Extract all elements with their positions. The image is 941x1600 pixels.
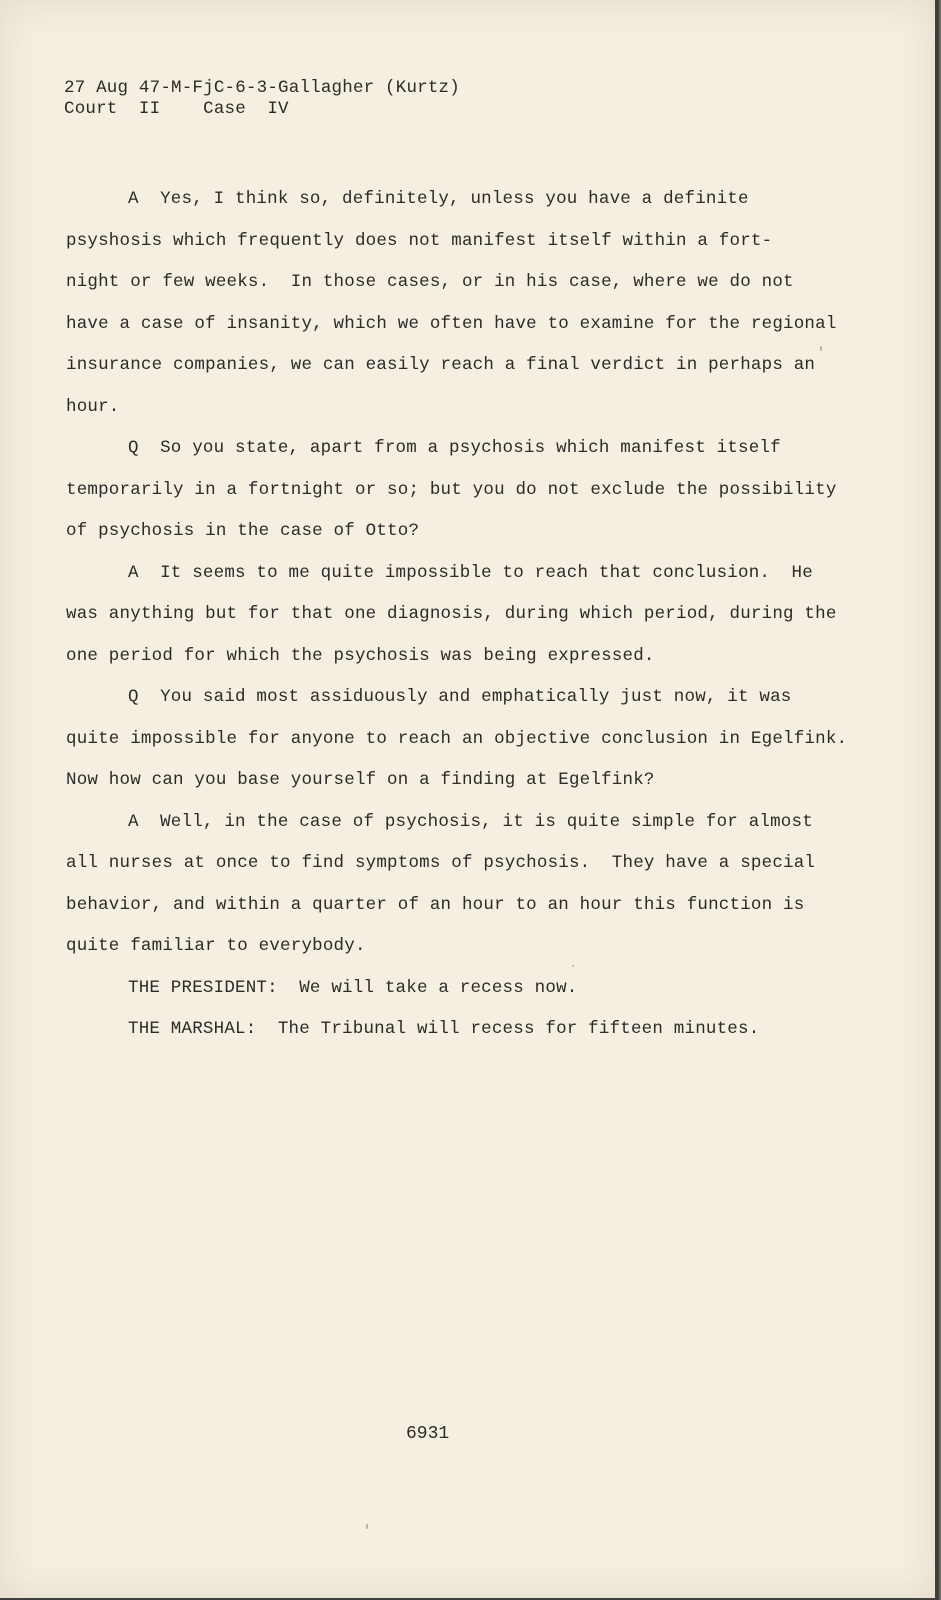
testimony-paragraph bbox=[66, 802, 846, 968]
transcript-body bbox=[66, 179, 846, 1051]
transcript-header bbox=[64, 78, 460, 120]
testimony-paragraph bbox=[66, 677, 846, 802]
text-line: one period for which the psychosis was being expressed. bbox=[66, 645, 655, 666]
text-line: quite familiar to everybody. bbox=[66, 936, 366, 956]
testimony-paragraph bbox=[66, 428, 846, 553]
text-line: Now how can you base yourself on a finding at Egelfink? bbox=[66, 770, 655, 790]
text-line: night or few weeks. In those cases, or in his case, where we do not bbox=[66, 272, 794, 292]
text-line: A Well, in the case of psychosis, it is quite simple for almost bbox=[128, 811, 813, 832]
text-line: Q So you state, apart from a psychosis which manifest itself bbox=[128, 438, 781, 458]
paper-speck bbox=[572, 965, 574, 967]
text-line: Q You said most assiduously and emphatically just now, it was bbox=[128, 687, 792, 707]
text-line: A It seems to me quite impossible to reach that conclusion. He bbox=[128, 562, 813, 583]
text-line: insurance companies, we can easily reach a final verdict in perhaps an bbox=[66, 355, 816, 375]
header-date-line: 27 Aug 47-M-FjC-6-3-Gallagher (Kurtz) bbox=[64, 78, 460, 98]
header-court-line: Court II Case IV bbox=[64, 99, 289, 119]
text-line: all nurses at once to find symptoms of psychosis. They have a special bbox=[66, 853, 816, 873]
text-line: hour. bbox=[66, 396, 120, 417]
testimony-paragraph bbox=[66, 553, 846, 678]
text-line: A Yes, I think so, definitely, unless you have a definite bbox=[128, 189, 749, 209]
text-line: of psychosis in the case of Otto? bbox=[66, 521, 420, 541]
text-line: have a case of insanity, which we often have to examine for the regional bbox=[66, 313, 837, 334]
text-line: was anything but for that one diagnosis, during which period, during the bbox=[66, 604, 837, 624]
president-statement: THE PRESIDENT: We will take a recess now. bbox=[128, 977, 578, 998]
testimony-paragraph bbox=[66, 179, 846, 428]
paper-speck bbox=[366, 1524, 368, 1529]
text-line: quite impossible for anyone to reach an objective conclusion in Egelfink. bbox=[66, 728, 848, 749]
text-line: behavior, and within a quarter of an hour to an hour this function is bbox=[66, 894, 805, 915]
page-number: 6931 bbox=[406, 1424, 450, 1444]
text-line: temporarily in a fortnight or so; but you do not exclude the possibility bbox=[66, 479, 837, 500]
paper-speck bbox=[820, 346, 822, 351]
text-line: psyshosis which frequently does not manifest itself within a fort- bbox=[66, 230, 773, 251]
marshal-statement: THE MARSHAL: The Tribunal will recess for fifteen minutes. bbox=[128, 1019, 760, 1039]
